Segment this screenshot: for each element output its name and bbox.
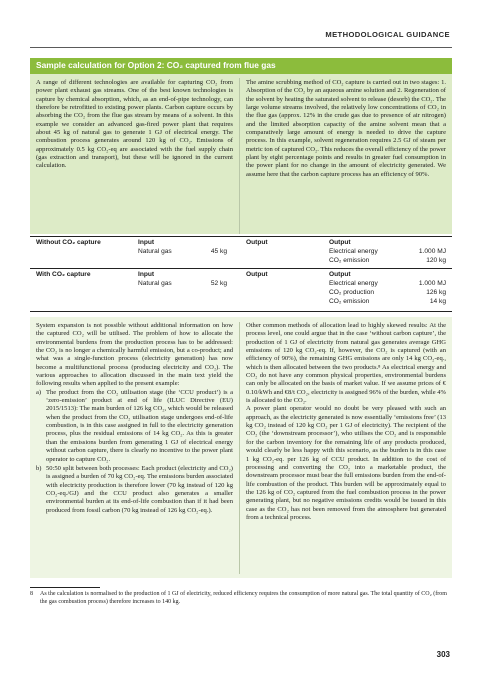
input-value-without: 45 kg (210, 248, 227, 255)
calc-rule-1 (30, 236, 452, 237)
output-name-with-0: Electrical energy (329, 280, 378, 287)
output-value-with-1: 126 kg (426, 289, 446, 296)
footnote (30, 591, 450, 606)
output-name-without-1: CO₂ emission (329, 257, 370, 264)
box-divider (239, 78, 240, 234)
list-text-a: The product from the CO₂ utilisation stage (the ‘CCU product’) is a ‘zero-emission’ product at end of life (ILUC Directive (EU) 2015/1513): The main burden of 126 kg CO₂, which would be released when the product from the CO₂ utilisation stage undergoes end-of-life combustion, is in this case assigned in full to the electricity generation process, plus the residual emissions of 14 kg CO₂. As this is greater than the emissions burden from generating 1 GJ of electrical energy without carbon capture, there is clearly no incentive to the power plant operator to capture CO₂. (46, 388, 233, 463)
input-label-without: Input (138, 239, 155, 246)
lower-right-paragraph-2: A power plant operator would no doubt be very pleased with such an approach, as the electricity generated is now essentially ‘emissions free’ (13 kg CO₂ instead of 120 kg CO₂ per 1 GJ of electricity). The recipient of the CO₂ (the ‘downstream processor’), who utilises the CO₂ and is responsible for the carbon inventory for the remaining life of any products produced, would clearly be less happy with this scenario, as the burden is in this case 1 kg CO₂-eq. per 126 kg of CCU product. In addition to the cost of processing and converting the CO₂ into a marketable product, the downstream processor must bear the full emissions burden from the end-of-life combustion of the product. This burden will be approximately equal to the 126 kg of CO₂ captured from the fuel combustion process in the power generating plant, but no negative emissions credits would be issued in this case as the CO₂ has not been removed from the atmosphere but generated from a technical process. (246, 405, 446, 521)
output-head-without: Output (329, 239, 351, 246)
box-title: Sample calculation for Option 2: CO₂ captured from flue gas (36, 60, 276, 70)
lower-right-paragraph-1: Other common methods of allocation lead to highly skewed results: At the process level, one could argue that in the case ‘without carbon capture’, the production of 1 GJ of electricity from natural gas generates average GHG emissions of 120 kg CO₂-eq. If, however, the CO₂ is captured (with an efficiency of 90%), the remaining GHG emissions are only 14 kg CO₂-eq., which is then allocated between the two products.⁸ As electrical energy and CO₂ do not have any common physical properties, environmental burdens can only be allocated on the basis of market value. If we assume prices of € 0.10/kWh and €8/t CO₂, electricity is assigned 96% of the burden, while 4% is allocated to the CO₂. (246, 322, 446, 405)
output-label-without: Output (246, 239, 268, 246)
running-header: METHODOLOGICAL GUIDANCE (325, 30, 450, 39)
lower-divider (239, 322, 240, 574)
output-name-with-2: CO₂ emission (329, 298, 370, 305)
header-rule (30, 47, 452, 48)
output-value-without-0: 1.000 MJ (418, 248, 446, 255)
box-right-paragraph: The amine scrubbing method of CO₂ capture is carried out in two stages: 1. Absorption of the CO₂ by an aqueous amine solution and 2. Regeneration of the solvent by heating the saturated solvent to release (desorb) the CO₂. The large volume streams involved, the relatively low concentrations of CO₂ in the flue gas (approx. 12% in the crude gas due to presence of air nitrogen) and the limited absorption capacity of the amine solvent mean that a comparatively large amount of energy is needed to drive the capture process. In this example, solvent regeneration requires 2.5 GJ of steam per metric ton of captured CO₂. This reduces the overall efficiency of the power plant by eight percentage points and results in greater fuel consumption in the power plant for no change in the amount of electricity generated. We assume here that the carbon capture process has an efficiency of 90%. (246, 79, 446, 178)
output-value-with-2: 14 kg (429, 298, 446, 305)
input-label-with: Input (138, 271, 155, 278)
footnote-number: 8 (30, 591, 33, 597)
row-label-without: Without CO₂ capture (36, 239, 101, 246)
output-label-with: Output (246, 271, 268, 278)
calc-rule-3 (30, 311, 452, 312)
lower-left-column (36, 322, 233, 515)
list-item-a (36, 389, 233, 464)
output-value-with-0: 1.000 MJ (418, 280, 446, 287)
output-head-with: Output (329, 271, 351, 278)
list-text-b: 50:50 split between both processes: Each product (electricity and CO₂) is assigned a burden of 70 kg CO₂-eq. The emissions burden associated with electricity production is therefore lower (70 kg instead of 120 kg CO₂-eq./GJ) and the CCU product also generates a smaller environmental burden at its end-of-life combustion than if it had been produced from fossil carbon (70 kg instead of 126 kg CO₂-eq.). (46, 464, 233, 514)
calc-table (30, 237, 452, 314)
calc-rule-2 (30, 268, 452, 269)
footnote-rule (30, 587, 100, 588)
input-item-with: Natural gas (138, 280, 172, 287)
list-item-b (36, 465, 233, 515)
page-number: 303 (436, 650, 450, 659)
output-name-with-1: CO₂ production (329, 289, 375, 296)
list-marker-b: b) (36, 464, 42, 472)
input-value-with: 52 kg (210, 280, 227, 287)
lower-left-intro: System expansion is not possible without additional information on how the captured CO₂ will be utilised. The problem of how to allocate the environmental burdens from the production process has to be addressed: the CO₂ is no longer a chemically harmful emission, but a co-product; and what was a single-function process (electricity generation) has now become a multifunctional process (producing electricity and CO₂). The various approaches to allocation discussed in the main text yield the following results when applied to the present example: (36, 322, 233, 388)
input-item-without: Natural gas (138, 248, 172, 255)
output-value-without-1: 120 kg (426, 257, 446, 264)
box-left-paragraph: A range of different technologies are available for capturing CO₂ from power plant exhaust gas streams. One of the best known technologies is capture by chemical absorption, which, as an end-of-pipe technology, can therefore be retrofitted to existing power plants. Carbon capture occurs by absorbing the CO₂ from the flue gas stream by means of a solvent. In this example we consider an advanced gas-fired power plant that requires about 45 kg of natural gas to generate 1 GJ of electrical energy. The combustion process generates around 120 kg of CO₂. Emissions of approximately 0.5 kg CO₂-eq are associated with the fuel supply chain (gas extraction and transport), but these will be ignored in the current calculation. (36, 79, 233, 170)
lower-right-column (246, 322, 446, 522)
list-marker-a: a) (36, 388, 42, 396)
output-name-without-0: Electrical energy (329, 248, 378, 255)
footnote-text: As the calculation is normalised to the production of 1 GJ of electricity, reduced efficiency requires the consumption of more natural gas. The total quantity of CO₂ (from the gas combustion process) therefore increases to 140 kg. (40, 591, 447, 605)
row-label-with: With CO₂ capture (36, 271, 91, 278)
